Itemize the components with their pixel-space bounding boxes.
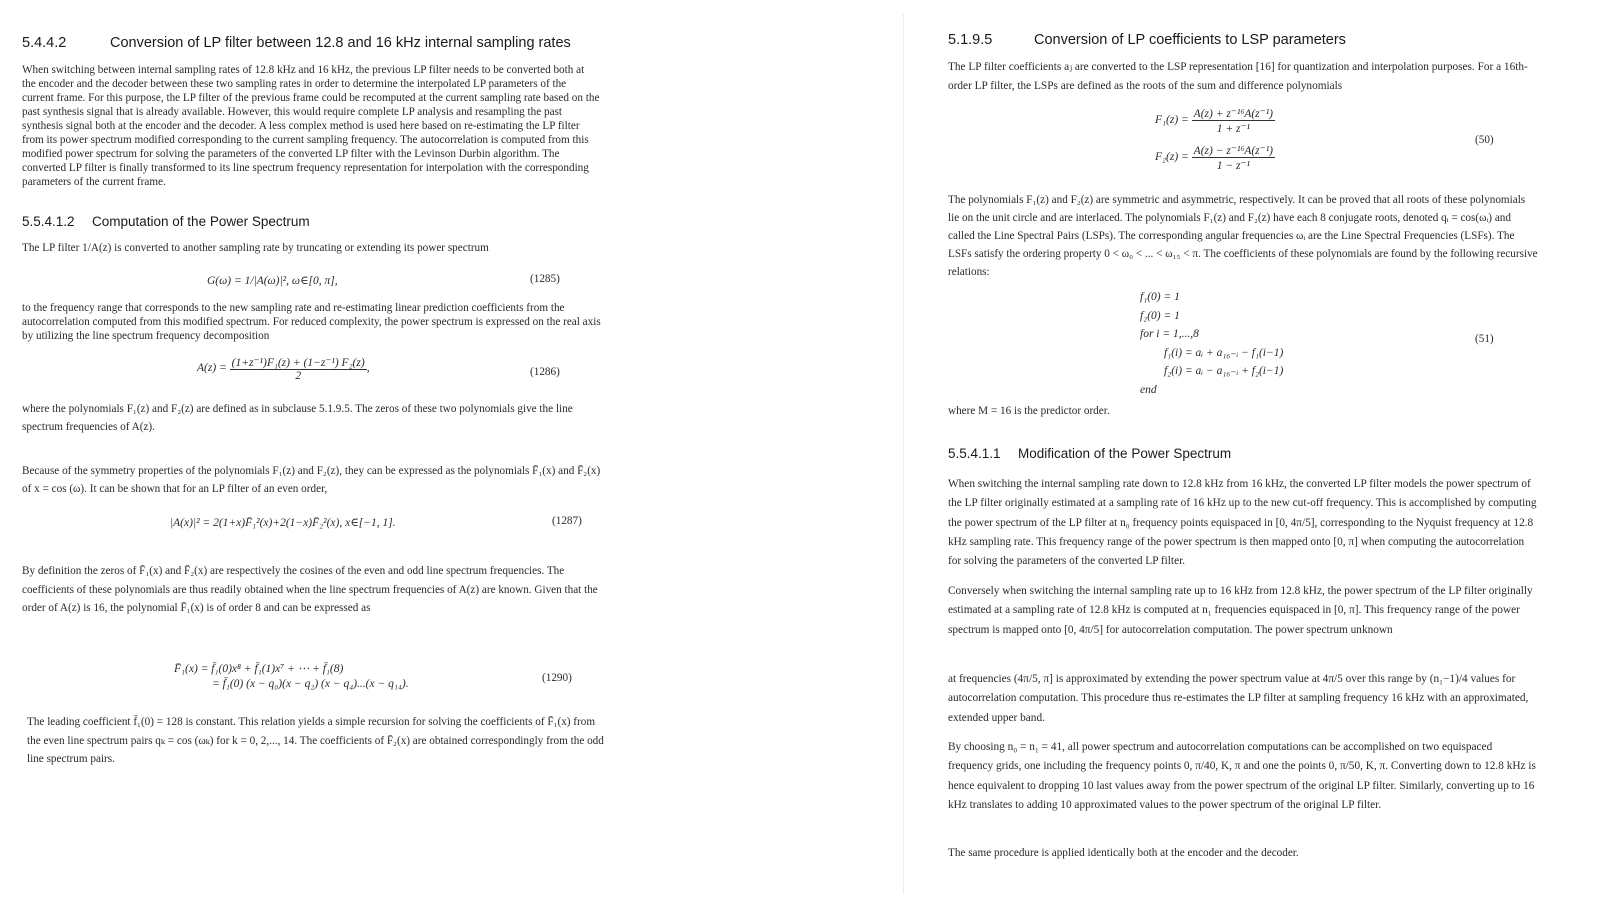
section-title: Modification of the Power Spectrum <box>1018 446 1232 461</box>
denominator: 1 + z⁻¹ <box>1216 123 1250 135</box>
section-heading-5-5-4-1-1 <box>948 446 1231 461</box>
equation-number-50: (50) <box>1475 134 1494 146</box>
equation-number-1287: (1287) <box>552 515 582 527</box>
equation-number-51: (51) <box>1475 333 1494 345</box>
numerator: A(z) − z⁻¹⁶A(z⁻¹) <box>1193 145 1274 157</box>
section-number: 5.5.4.1.1 <box>948 446 1001 461</box>
equation-number-1286: (1286) <box>530 366 560 378</box>
paragraph-predictor-order: where M = 16 is the predictor order. <box>948 405 1110 417</box>
equation-line-6: end <box>1140 383 1157 396</box>
equation-1287: |A(x)|² = 2(1+x)F̄₁²(x)+2(1−x)F̄₂²(x), x∈[−1, 1]. <box>170 517 396 529</box>
equation-lhs: F₁(z) = <box>1155 114 1189 127</box>
equation-line-2: = f̄₁(0) (x − q₀)(x − q₂) (x − q₄)...(x − q₁₄). <box>212 678 409 690</box>
section-number: 5.5.4.1.2 <box>22 214 75 229</box>
equation-lhs: A(z) = <box>197 362 227 375</box>
denominator: 2 <box>295 370 302 382</box>
section-title: Computation of the Power Spectrum <box>92 214 310 229</box>
equation-line-1: F̄₁(x) = f̄₁(0)x⁸ + f̄₁(1)x⁷ + ⋯ + f̄₁(8) <box>174 663 344 675</box>
paragraph-polynomials-symmetric: The polynomials F₁(z) and F₂(z) are symmetric and asymmetric, respectively. It can be proved that all roots of these polynomials lie on the unit circle and are interlaced. The polynomials F₁(z) and F₂(z) have each 8 conjugate roots, denoted qᵢ = cos(ωᵢ) and called the Line Spectral Pairs (LSPs). The corresponding angular frequencies ωᵢ are the Line Spectral Frequencies (LSFs). The LSFs satisfy the ordering property 0 < ω₀ < ... < ω₁₅ < π. The coefficients of these polynomials are found by the following recursive relations: <box>948 194 1538 278</box>
equation-number-1285: (1285) <box>530 273 560 285</box>
equation-number-1290: (1290) <box>542 672 572 684</box>
equation-line-2: f₂(0) = 1 <box>1140 309 1180 322</box>
paragraph-definition-zeros: By definition the zeros of F̄₁(x) and F̄₂(x) are respectively the cosines of the even and odd line spectrum frequencies. The coefficients of these polynomials are thus readily obtained when the line spectrum frequencies of A(z) are known. Given that the order of A(z) is 16, the polynomial F̄₁(x) is of order 8 and can be expressed as <box>22 565 598 614</box>
equation-51 <box>1140 288 1283 399</box>
denominator: 1 − z⁻¹ <box>1216 160 1250 172</box>
section-number: 5.4.4.2 <box>22 35 67 51</box>
column-divider <box>903 14 904 894</box>
paragraph-same-procedure: The same procedure is applied identically both at the encoder and the decoder. <box>948 847 1299 859</box>
paragraph-polynomials-defined: where the polynomials F₁(z) and F₂(z) are defined as in subclause 5.1.9.5. The zeros of these two polynomials give the line spectrum frequencies of A(z). <box>22 403 573 433</box>
equation-line-4: f₁(i) = aᵢ + a₁₆₋ᵢ − f₁(i−1) <box>1164 346 1284 359</box>
equation-line-1: f₁(0) = 1 <box>1140 291 1180 303</box>
equation-1285: G(ω) = 1/|A(ω)|², ω∈[0, π], <box>207 275 338 287</box>
paragraph-choosing-n: By choosing n₀ = n₁ = 41, all power spectrum and autocorrelation computations can be accomplished on two equispaced frequency grids, one including the frequency points 0, π/40, K, π and one the points 0, π/50, K, π. Converting down to 12.8 kHz is hence equivalent to dropping 10 last values away from the power spectrum of the original LP filter. Similarly, converting up to 16 kHz translates to adding 10 approximated values to the power spectrum of the original LP filter. <box>948 741 1536 811</box>
equation-1286: A(z) = $\frac{\text{(1+z⁻¹)F₁(z) + (1−z⁻¹) F₂(z)}}{2}$ , <box>197 357 370 382</box>
section-number: 5.1.9.5 <box>948 32 993 48</box>
section-heading-5-5-4-1-2 <box>22 214 310 229</box>
equation-1290 <box>174 661 409 690</box>
paragraph-frequency-range: to the frequency range that corresponds to the new sampling rate and re-estimating linear prediction coefficients from the autocorrelation computed from this modified spectrum. For reduced complexity, the power spectrum is expressed on the real axis by utilizing the line spectrum frequency decomposition <box>22 302 601 342</box>
numerator: (1+z⁻¹)F₁(z) + (1−z⁻¹) F₂(z) <box>231 357 365 369</box>
paragraph-symmetry: Because of the symmetry properties of the polynomials F₁(z) and F₂(z), they can be expressed as the polynomials F̄₁(x) and F̄₂(x) of x = cos (ω). It can be shown that for an LP filter of an even order, <box>22 465 601 495</box>
paragraph-lp-conversion: When switching between internal sampling rates of 12.8 kHz and 16 kHz, the previous LP filter needs to be converted both at the encoder and the decoder between these two sampling rates in order to determine the interpolated LP parameters of the current frame. For this purpose, the LP filter of the previous frame could be recomputed at the current sampling rate based on the past synthesis signal that is already available. However, this would require complete LP analysis and resampling the past synthesis signal both at the encoder and the decoder. A less complex method is used here based on re-estimating the LP filter from its power spectrum modified corresponding to the current sampling frequency. The autocorrelation is computed from this modified power spectrum for solving the parameters of the converted LP filter with the Levinson Durbin algorithm. The converted LP filter is finally transformed to its line spectrum frequency representation for interpolation with the corresponding parameters of the current frame. <box>22 64 600 188</box>
equation-50-f1 <box>1155 106 1275 135</box>
paragraph-leading-coefficient: The leading coefficient f̄₁(0) = 128 is constant. This relation yields a simple recursion for solving the coefficients of F̄₁(x) from the even line spectrum pairs qₖ = cos (ωₖ) for k = 0, 2,..., 14. The coefficients of F̄₂(x) are obtained correspondingly from the odd line spectrum pairs. <box>27 716 604 765</box>
equation-line-3: for i = 1,...,8 <box>1140 328 1199 340</box>
paragraph-switching-down: When switching the internal sampling rate down to 12.8 kHz from 16 kHz, the converted LP filter models the power spectrum of the LP filter originally estimated at a sampling rate of 16 kHz up to the new cut-off frequency. This is accomplished by computing the power spectrum of the LP filter at n₀ frequency points equispaced in [0, 4π/5], corresponding to the Nyquist frequency at 12.8 kHz sampling rate. This frequency range of the power spectrum is then mapped onto [0, π] when computing the autocorrelation for solving the parameters of the converted LP filter. <box>948 478 1537 568</box>
paragraph-switching-up: Conversely when switching the internal sampling rate up to 16 kHz from 12.8 kHz, the power spectrum of the LP filter originally estimated at a sampling rate of 12.8 kHz is computed at n₁ frequencies equispaced in [0, π]. This frequency range of the power spectrum is mapped onto [0, 4π/5] for autocorrelation computation. The power spectrum unknown <box>948 585 1533 636</box>
paragraph-lp-filter-intro: The LP filter 1/A(z) is converted to another sampling rate by truncating or extending its power spectrum <box>22 242 489 254</box>
paragraph-unknown-frequencies: at frequencies (4π/5, π] is approximated by extending the power spectrum value at 4π/5 over this range by (n₁−1)/4 values for autocorrelation computation. This procedure thus re-estimates the LP filter at sampling frequency 16 kHz with an approximated, extended upper band. <box>948 673 1529 724</box>
numerator: A(z) + z⁻¹⁶A(z⁻¹) <box>1193 108 1274 120</box>
fraction <box>1192 106 1275 135</box>
equation-50-f2 <box>1155 143 1275 172</box>
paragraph-lp-coefficients: The LP filter coefficients aⱼ are converted to the LSP representation [16] for quantization and interpolation purposes. For a 16th-order LP filter, the LSPs are defined as the roots of the sum and difference polynomials <box>948 61 1528 93</box>
section-title: Conversion of LP filter between 12.8 and 16 kHz internal sampling rates <box>110 35 571 51</box>
section-heading-5-1-9-5 <box>948 32 1346 48</box>
section-title: Conversion of LP coefficients to LSP parameters <box>1034 32 1346 48</box>
fraction <box>1192 143 1275 172</box>
section-heading-5-4-4-2 <box>22 35 571 51</box>
fraction <box>230 355 367 382</box>
equation-line-5: f₂(i) = aᵢ − a₁₆₋ᵢ + f₂(i−1) <box>1164 365 1284 377</box>
equation-lhs: F₂(z) = <box>1155 151 1189 164</box>
